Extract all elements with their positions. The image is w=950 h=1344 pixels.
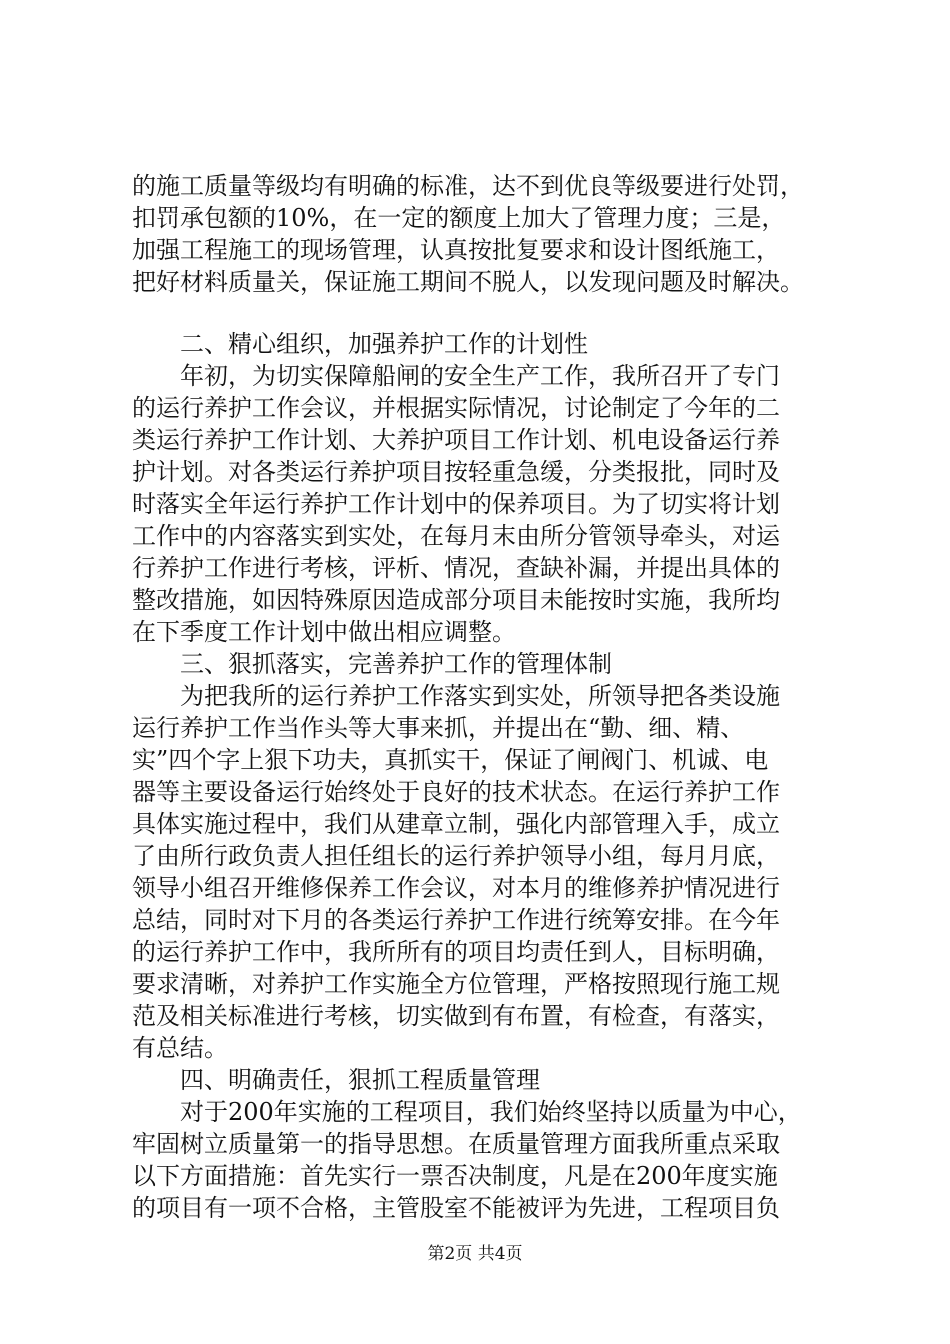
text-line: 要求清晰，对养护工作实施全方位管理，严格按照现行施工规 [132,970,780,998]
text-line: 对于200年实施的工程项目，我们始终坚持以质量为中心， [180,1098,802,1126]
document-body [132,170,832,1224]
text-line: 为把我所的运行养护工作落实到实处，所领导把各类设施 [180,682,780,710]
text-line: 的施工质量等级均有明确的标准，达不到优良等级要进行处罚， [132,172,804,200]
text-line: 有总结。 [132,1034,228,1062]
text-line: 领导小组召开维修保养工作会议，对本月的维修养护情况进行 [132,874,780,902]
text-line: 总结，同时对下月的各类运行养护工作进行统筹安排。在今年 [132,906,780,934]
text-line: 加强工程施工的现场管理，认真按批复要求和设计图纸施工， [132,236,780,264]
text-line: 实”四个字上狠下功夫，真抓实干，保证了闸阀门、机诚、电 [132,746,769,774]
text-line: 运行养护工作当作头等大事来抓，并提出在“勤、细、精、 [132,714,745,742]
text-line: 范及相关标准进行考核，切实做到有布置，有检查，有落实， [132,1002,780,1030]
text-line: 在下季度工作计划中做出相应调整。 [132,618,516,646]
page-footer: 第2页 共4页 [427,1244,523,1264]
paragraph-gap [132,298,832,328]
text-line: 整改措施，如因特殊原因造成部分项目未能按时实施，我所均 [132,586,780,614]
text-line: 了由所行政负责人担任组长的运行养护领导小组，每月月底， [132,842,780,870]
text-line: 器等主要设备运行始终处于良好的技术状态。在运行养护工作 [132,778,780,806]
text-line: 牢固树立质量第一的指导思想。在质量管理方面我所重点采取 [132,1130,780,1158]
text-line: 年初，为切实保障船闸的安全生产工作，我所召开了专门 [180,362,780,390]
text-line: 把好材料质量关，保证施工期间不脱人，以发现问题及时解决。 [132,268,804,296]
text-line: 行养护工作进行考核，评析、情况，查缺补漏，并提出具体的 [132,554,780,582]
text-line: 三、狠抓落实，完善养护工作的管理体制 [180,650,612,678]
text-line: 时落实全年运行养护工作计划中的保养项目。为了切实将计划 [132,490,780,518]
text-line: 二、精心组织，加强养护工作的计划性 [180,330,588,358]
text-line: 具体实施过程中，我们从建章立制，强化内部管理入手，成立 [132,810,780,838]
text-line: 四、明确责任，狠抓工程质量管理 [180,1066,540,1094]
text-line: 的运行养护工作会议，并根据实际情况，讨论制定了今年的二 [132,394,780,422]
text-line: 类运行养护工作计划、大养护项目工作计划、机电设备运行养 [132,426,780,454]
text-line: 工作中的内容落实到实处，在每月末由所分管领导牵头，对运 [132,522,780,550]
text-line: 的项目有一项不合格，主管股室不能被评为先进，工程项目负 [132,1194,780,1222]
text-line: 的运行养护工作中，我所所有的项目均责任到人，目标明确， [132,938,780,966]
text-line: 护计划。对各类运行养护项目按轻重急缓，分类报批，同时及 [132,458,780,486]
text-line: 以下方面措施：首先实行一票否决制度，凡是在200年度实施 [132,1162,778,1190]
text-line: 扣罚承包额的10%，在一定的额度上加大了管理力度；三是， [132,204,786,232]
